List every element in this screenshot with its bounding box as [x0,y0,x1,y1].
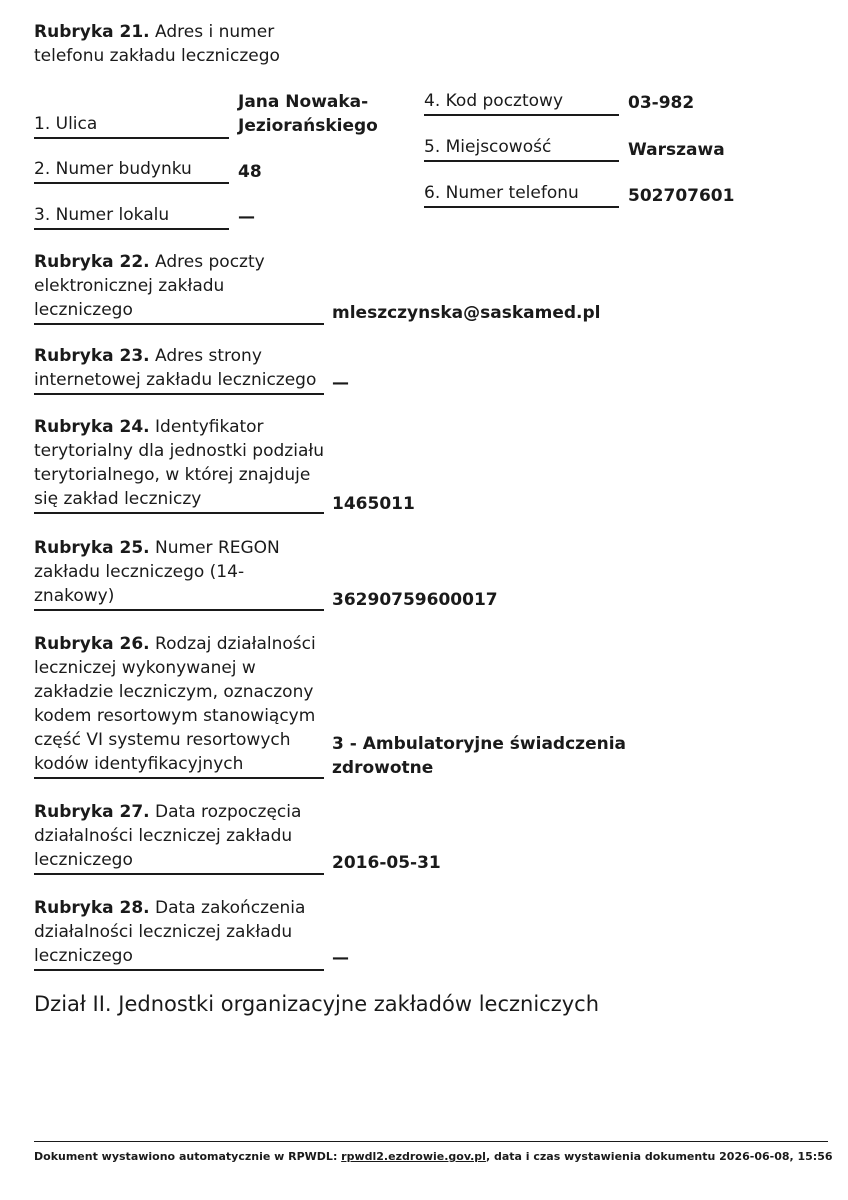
r27-label [34,800,324,875]
footer-divider [34,1141,828,1142]
r23-label [34,344,324,395]
r22-number: Rubryka 22. [34,252,150,272]
budynek-value: 48 [238,162,262,182]
r25-value: 36290759600017 [332,590,498,610]
ulica-label: 1. Ulica [34,112,229,139]
kod-value: 03-982 [628,93,695,113]
budynek-label: 2. Numer budynku [34,157,229,184]
r22-text: Adres poczty elektronicznej zakładu leczniczego [34,252,265,320]
r21-heading [34,20,334,68]
r27-number: Rubryka 27. [34,802,150,822]
r24-value: 1465011 [332,494,415,514]
r21-title: Adres i numer telefonu zakładu leczniczego [34,22,280,66]
r23-number: Rubryka 23. [34,346,150,366]
r23-text: Adres strony internetowej zakładu leczniczego [34,346,317,390]
section-title: Dział II. Jednostki organizacyjne zakładów leczniczych [34,992,600,1016]
ulica-value: Jana Nowaka-Jeziorańskiego [238,92,378,136]
lokal-label: 3. Numer lokalu [34,203,229,230]
r24-number: Rubryka 24. [34,417,150,437]
r26-value: 3 - Ambulatoryjne świadczenia zdrowotne [332,734,627,778]
r27-text: Data rozpoczęcia działalności leczniczej zakładu leczniczego [34,802,302,870]
footer-suffix: , data i czas wystawienia dokumentu 2026-06-08, 15:56 [485,1150,833,1163]
footer-prefix: Dokument wystawiono automatycznie w RPWDL: [34,1150,342,1163]
footer [34,1150,833,1164]
r22-value: mleszczynska@saskamed.pl [332,303,601,323]
footer-link[interactable]: rpwdl2.ezdrowie.gov.pl [341,1150,486,1163]
r25-label [34,536,324,611]
r26-number: Rubryka 26. [34,634,150,654]
r23-value: — [332,373,349,393]
r28-label [34,896,324,971]
telefon-value: 502707601 [628,186,735,206]
r26-text: Rodzaj działalności leczniczej wykonywanej w zakładzie leczniczym, oznaczony kodem resortowym stanowiącym część VI systemu resortowych kodów identyfikacyjnych [34,634,316,774]
miejscowosc-value: Warszawa [628,140,725,160]
miejscowosc-label: 5. Miejscowość [424,135,619,162]
r21-number: Rubryka 21. [34,22,150,42]
r28-text: Data zakończenia działalności leczniczej zakładu leczniczego [34,898,306,966]
r25-number: Rubryka 25. [34,538,150,558]
telefon-label: 6. Numer telefonu [424,181,619,208]
r24-text: Identyfikator terytorialny dla jednostki podziału terytorialnego, w której znajduje się zakład leczniczy [34,417,324,509]
r25-text: Numer REGON zakładu leczniczego (14-znakowy) [34,538,280,606]
r28-value: — [332,948,349,968]
r28-number: Rubryka 28. [34,898,150,918]
r24-label [34,415,324,514]
r22-label [34,250,324,325]
r27-value: 2016-05-31 [332,853,441,873]
lokal-value: — [238,207,255,227]
kod-label: 4. Kod pocztowy [424,89,619,116]
r26-label [34,632,324,779]
